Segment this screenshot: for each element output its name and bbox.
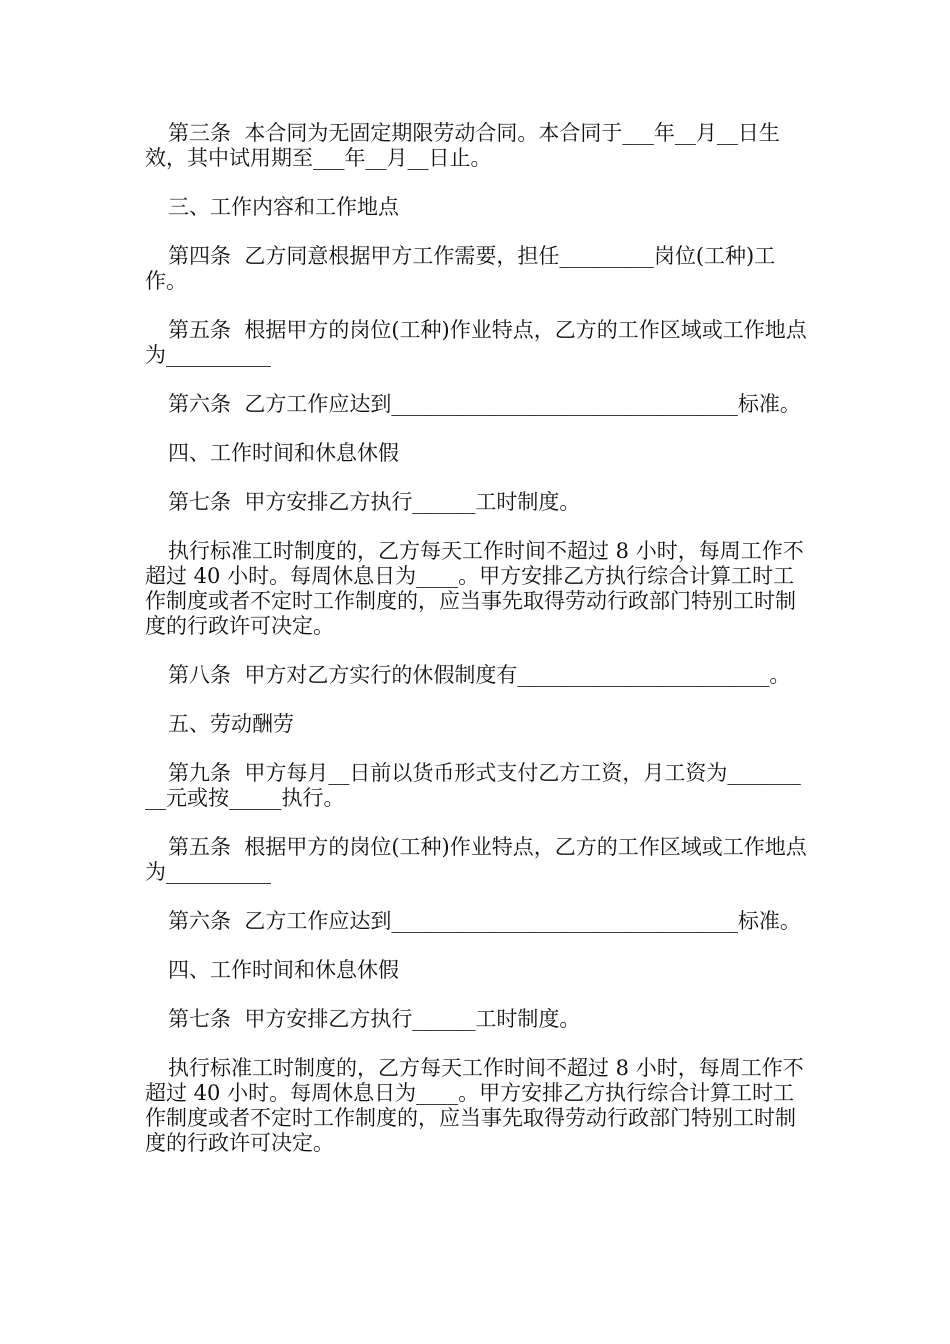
article-3-paragraph: 第三条 本合同为无固定期限劳动合同。本合同于___年__月__日生效，其中试用期至___年__月__日止。 — [145, 121, 780, 170]
standard-hours-paragraph: 执行标准工时制度的，乙方每天工作时间不超过 8 小时，每周工作不超过 40 小时。每周休息日为____。甲方安排乙方执行综合计算工时工作制度或者不定时工作制度的，应当事先取得劳动行政部门特别工时制度的行政许可决定。 — [145, 539, 804, 638]
section-5-heading: 五、劳动酬劳 — [168, 712, 294, 736]
section-3-heading: 三、工作内容和工作地点 — [168, 195, 399, 219]
article-6-paragraph: 第六条 乙方工作应达到_________________________________标准。 — [168, 392, 801, 416]
standard-hours-repeat-paragraph: 执行标准工时制度的，乙方每天工作时间不超过 8 小时，每周工作不超过 40 小时。每周休息日为____。甲方安排乙方执行综合计算工时工作制度或者不定时工作制度的，应当事先取得劳动行政部门特别工时制度的行政许可决定。 — [145, 1056, 804, 1155]
article-6-repeat-paragraph: 第六条 乙方工作应达到_________________________________标准。 — [168, 909, 801, 933]
section-4-heading: 四、工作时间和休息休假 — [168, 441, 399, 465]
article-5-paragraph: 第五条 根据甲方的岗位(工种)作业特点，乙方的工作区域或工作地点为__________ — [145, 318, 807, 367]
article-7-repeat-paragraph: 第七条 甲方安排乙方执行______工时制度。 — [168, 1007, 581, 1031]
article-4-paragraph: 第四条 乙方同意根据甲方工作需要，担任_________岗位(工种)工作。 — [145, 244, 776, 293]
article-8-paragraph: 第八条 甲方对乙方实行的休假制度有________________________。 — [168, 663, 791, 687]
section-4-repeat-heading: 四、工作时间和休息休假 — [168, 958, 399, 982]
article-5-repeat-paragraph: 第五条 根据甲方的岗位(工种)作业特点，乙方的工作区域或工作地点为__________ — [145, 835, 807, 884]
article-9-paragraph: 第九条 甲方每月__日前以货币形式支付乙方工资，月工资为_________元或按_____执行。 — [145, 761, 801, 810]
article-7-paragraph: 第七条 甲方安排乙方执行______工时制度。 — [168, 490, 581, 514]
document-page — [145, 121, 811, 1180]
